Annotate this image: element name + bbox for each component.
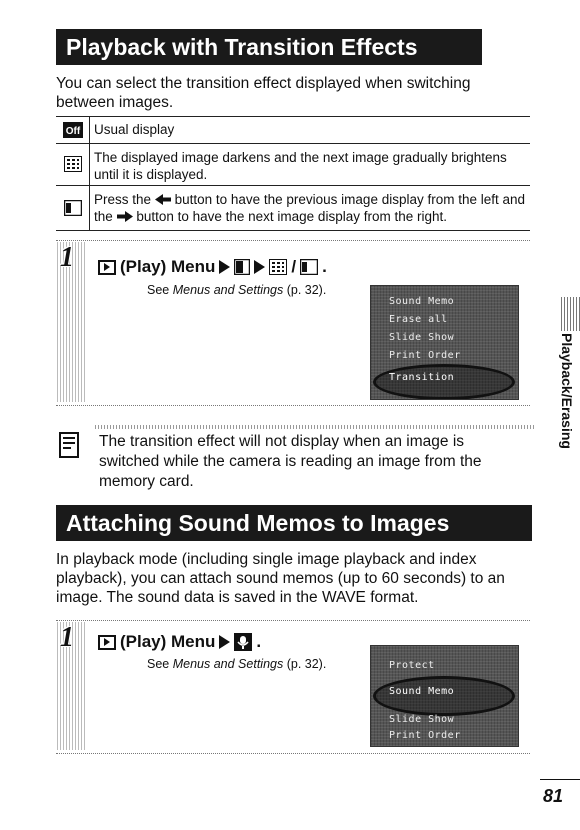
table-row-rule: [56, 143, 530, 144]
transition-icon: [234, 259, 250, 275]
table-cell-slide: Press the button to have the previous image display from the left and the button to have the next image display from the right.: [94, 192, 526, 224]
side-tab-marker: [561, 297, 580, 331]
menu-arrow-icon: [219, 635, 230, 649]
menu-path: (Play) Menu .: [98, 632, 261, 652]
menu-path-label: (Play) Menu: [120, 632, 216, 651]
screen-menu-item: Protect: [389, 660, 435, 671]
fade-icon: [62, 155, 84, 173]
menu-path-label: (Play) Menu: [120, 257, 216, 276]
step-top-rule: [56, 620, 530, 621]
intro-paragraph-sound-memos: In playback mode (including single image playback and index playback), you can attach sound memos (up to 60 seconds) to an image. The sound data is saved in the WAVE format.: [56, 551, 505, 606]
table-cell-fade: The displayed image darkens and the next image gradually brightens until it is displayed.: [94, 150, 507, 182]
menu-arrow-icon: [219, 260, 230, 274]
section-title-sound-memos: Attaching Sound Memos to Images: [56, 505, 532, 541]
step-number-bar: [57, 622, 85, 750]
right-arrow-icon: [117, 211, 133, 222]
table-cell-usual: Usual display: [94, 122, 175, 137]
slide-icon: [62, 199, 84, 217]
note-rule: [95, 425, 535, 429]
step-number: 1: [60, 622, 74, 653]
menu-arrow-icon: [254, 260, 265, 274]
screen-menu-item: Sound Memo: [389, 296, 455, 307]
step-bottom-rule: [56, 405, 530, 406]
screen-menu-item: Slide Show: [389, 714, 455, 725]
see-reference: See Menus and Settings (p. 32).: [147, 657, 327, 671]
fade-icon: [269, 259, 287, 275]
section-title-transition: Playback with Transition Effects: [56, 29, 482, 65]
screen-menu-item-selected: Transition: [389, 372, 455, 383]
step-number-bar: [57, 242, 85, 402]
screen-menu-item: Print Order: [389, 350, 461, 361]
off-icon: [62, 121, 84, 139]
intro-paragraph-transition: You can select the transition effect displayed when switching between images.: [56, 75, 471, 111]
camera-screen-menu: [370, 645, 519, 747]
camera-screen-menu: [370, 285, 519, 400]
table-bottom-rule: [56, 230, 530, 231]
see-reference: See Menus and Settings (p. 32).: [147, 283, 327, 297]
note-text: The transition effect will not display when an image is switched while the camera is reading an image from the memory card.: [99, 433, 482, 490]
left-arrow-icon: [155, 194, 171, 205]
side-tab-label: Playback/Erasing: [559, 333, 575, 449]
page-number-rule: [540, 779, 580, 780]
screen-menu-item: Slide Show: [389, 332, 455, 343]
menu-path: (Play) Menu / .: [98, 257, 327, 277]
step-top-rule: [56, 240, 530, 241]
step-number: 1: [60, 242, 74, 273]
screen-menu-item: Print Order: [389, 730, 461, 741]
table-column-divider: [89, 116, 90, 230]
page-number: 81: [543, 786, 564, 806]
step-bottom-rule: [56, 753, 530, 754]
play-mode-icon: [98, 635, 116, 650]
screen-menu-item-selected: Sound Memo: [389, 686, 455, 697]
table-top-rule: [56, 116, 530, 117]
sound-memo-icon: [234, 633, 252, 651]
screen-menu-item: Erase all: [389, 314, 448, 325]
table-row-rule: [56, 185, 530, 186]
note-icon: [58, 432, 80, 458]
play-mode-icon: [98, 260, 116, 275]
slide-icon: [300, 259, 318, 275]
svg-text:Off: Off: [65, 126, 81, 137]
